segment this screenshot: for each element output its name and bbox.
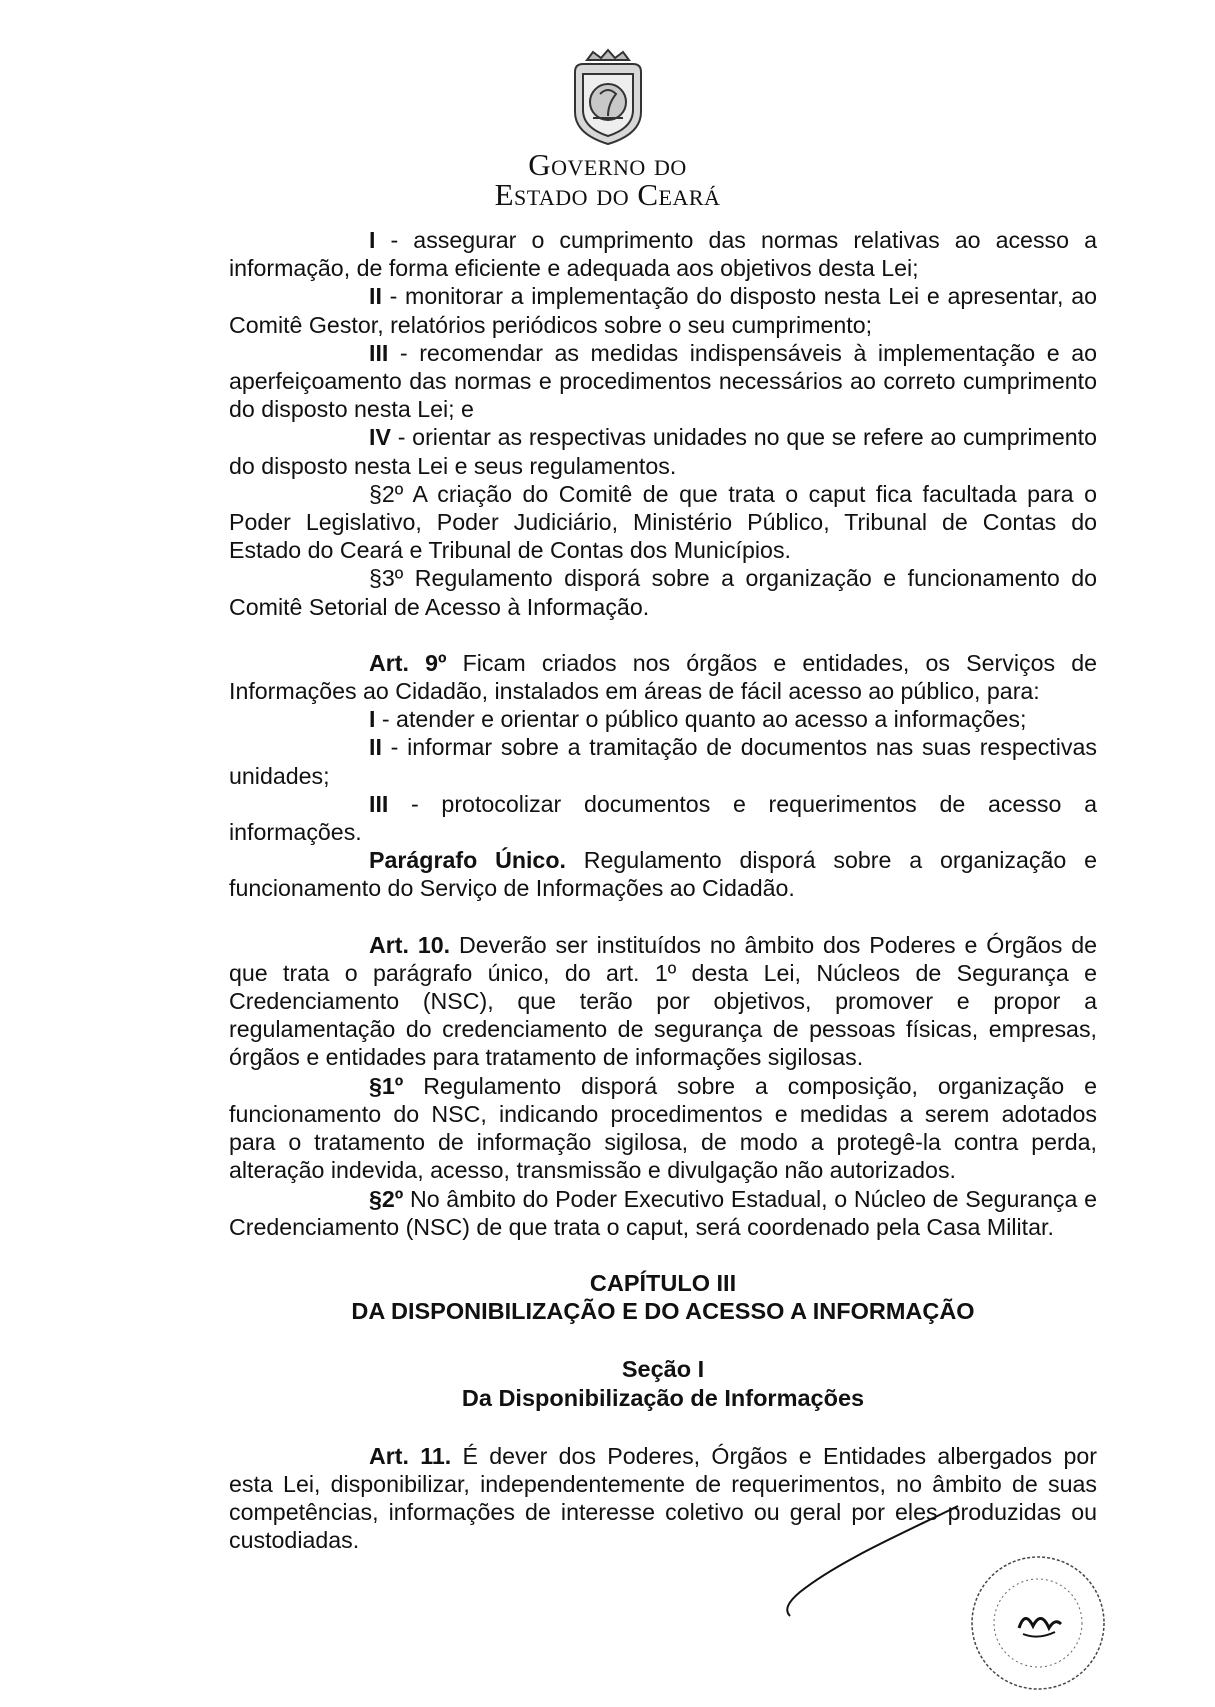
article-text: Deverão ser instituídos no âmbito dos Poderes e Órgãos de que trata o parágrafo único, do art. 1º desta Lei, Núcleos de Segurança e Credenciamento (NSC), que terão por objetivos, promover e propor a regulamentação do credenciamento de segurança de pessoas físicas, empresas, órgãos e entidades para tratamento de informações sigilosas. (229, 931, 1098, 1071)
item-lead: III (369, 790, 389, 817)
paragrafo-unico (229, 846, 1097, 902)
list-item (229, 733, 1097, 789)
letterhead-line-1: Governo do (528, 147, 687, 182)
item-lead: §2º (369, 1185, 404, 1212)
section-subtitle: Da Disponibilização de Informações (461, 1384, 865, 1411)
item-text: Regulamento disporá sobre a composição, organização e funcionamento do NSC, indicando procedimentos e medidas a serem adotados para o tratamento de informação sigilosa, de modo a protegê-la contra perda, alteração indevida, acesso, transmissão e divulgação não autorizados. (229, 1072, 1097, 1184)
item-text: - atender e orientar o público quanto ao acesso a informações; (375, 706, 1027, 733)
article-lead: Art. 9º (369, 649, 447, 676)
notary-stamp-icon (963, 1548, 1113, 1698)
item-lead: Parágrafo Único. (369, 847, 566, 874)
letterhead (0, 42, 1215, 210)
chapter-subtitle: DA DISPONIBILIZAÇÃO E DO ACESSO A INFORMAÇÃO (351, 1298, 975, 1325)
list-item (229, 423, 1097, 479)
item-lead: II (369, 734, 382, 761)
article-lead: Art. 11. (369, 1442, 452, 1469)
item-text: - recomendar as medidas indispensáveis à implementação e ao aperfeiçoamento das normas e procedimentos necessários ao correto cumprimento do disposto nesta Lei; e (229, 339, 1097, 423)
chapter-title: CAPÍTULO III (589, 1269, 737, 1296)
list-item (229, 282, 1097, 338)
document-body (229, 226, 1097, 1555)
letterhead-line-2: Estado do Ceará (494, 177, 721, 212)
paragraph (229, 480, 1097, 565)
item-text: - informar sobre a tramitação de documentos nas suas respectivas unidades; (229, 734, 1097, 789)
paragraph-text: §3º Regulamento disporá sobre a organização e funcionamento do Comitê Setorial de Acesso à Informação. (229, 565, 1097, 620)
list-item (229, 339, 1097, 424)
article-9 (229, 649, 1097, 705)
item-lead: III (369, 339, 389, 366)
item-lead: §1º (369, 1072, 404, 1099)
item-lead: I (369, 227, 376, 253)
list-item (229, 226, 1097, 282)
article-text: É dever dos Poderes, Órgãos e Entidades albergados por esta Lei, disponibilizar, independentemente de requerimentos, no âmbito de suas competências, informações de interesse coletivo ou geral por eles produzidas ou custodiadas. (229, 1442, 1097, 1554)
item-lead: I (369, 706, 376, 733)
paragraph-text: §2º A criação do Comitê de que trata o caput fica facultada para o Poder Legislativo, Poder Judiciário, Ministério Público, Tribunal de Contas do Estado do Ceará e Tribunal de Contas dos Municípios. (229, 480, 1097, 564)
item-lead: IV (369, 424, 391, 451)
article-10 (229, 931, 1097, 1072)
section-title: Seção I (621, 1356, 705, 1383)
item-lead: II (369, 283, 382, 310)
signature-stroke-icon (770, 1500, 970, 1620)
item-text: - monitorar a implementação do disposto nesta Lei e apresentar, ao Comitê Gestor, relatórios periódicos sobre o seu cumprimento; (229, 283, 1097, 338)
item-text: No âmbito do Poder Executivo Estadual, o Núcleo de Segurança e Credenciamento (NSC) de que trata o caput, será coordenado pela Casa Militar. (229, 1185, 1097, 1240)
paragraph (229, 1072, 1097, 1185)
list-item (229, 790, 1097, 846)
item-text: - assegurar o cumprimento das normas relativas ao acesso a informação, de forma eficiente e adequada aos objetivos desta Lei; (229, 227, 1097, 282)
paragraph (229, 1185, 1097, 1241)
state-coat-of-arms-icon (553, 42, 663, 150)
article-text: Ficam criados nos órgãos e entidades, os Serviços de Informações ao Cidadão, instalados em áreas de fácil acesso ao público, para: (229, 649, 1097, 705)
paragraph (229, 564, 1097, 620)
list-item (229, 705, 1097, 733)
item-text: - protocolizar documentos e requerimentos de acesso a informações. (229, 790, 1097, 846)
item-text: - orientar as respectivas unidades no que se refere ao cumprimento do disposto nesta Lei e seus regulamentos. (229, 424, 1097, 479)
item-text: Regulamento disporá sobre a organização e funcionamento do Serviço de Informações ao Cidadão. (229, 847, 1097, 902)
article-lead: Art. 10. (369, 931, 451, 958)
